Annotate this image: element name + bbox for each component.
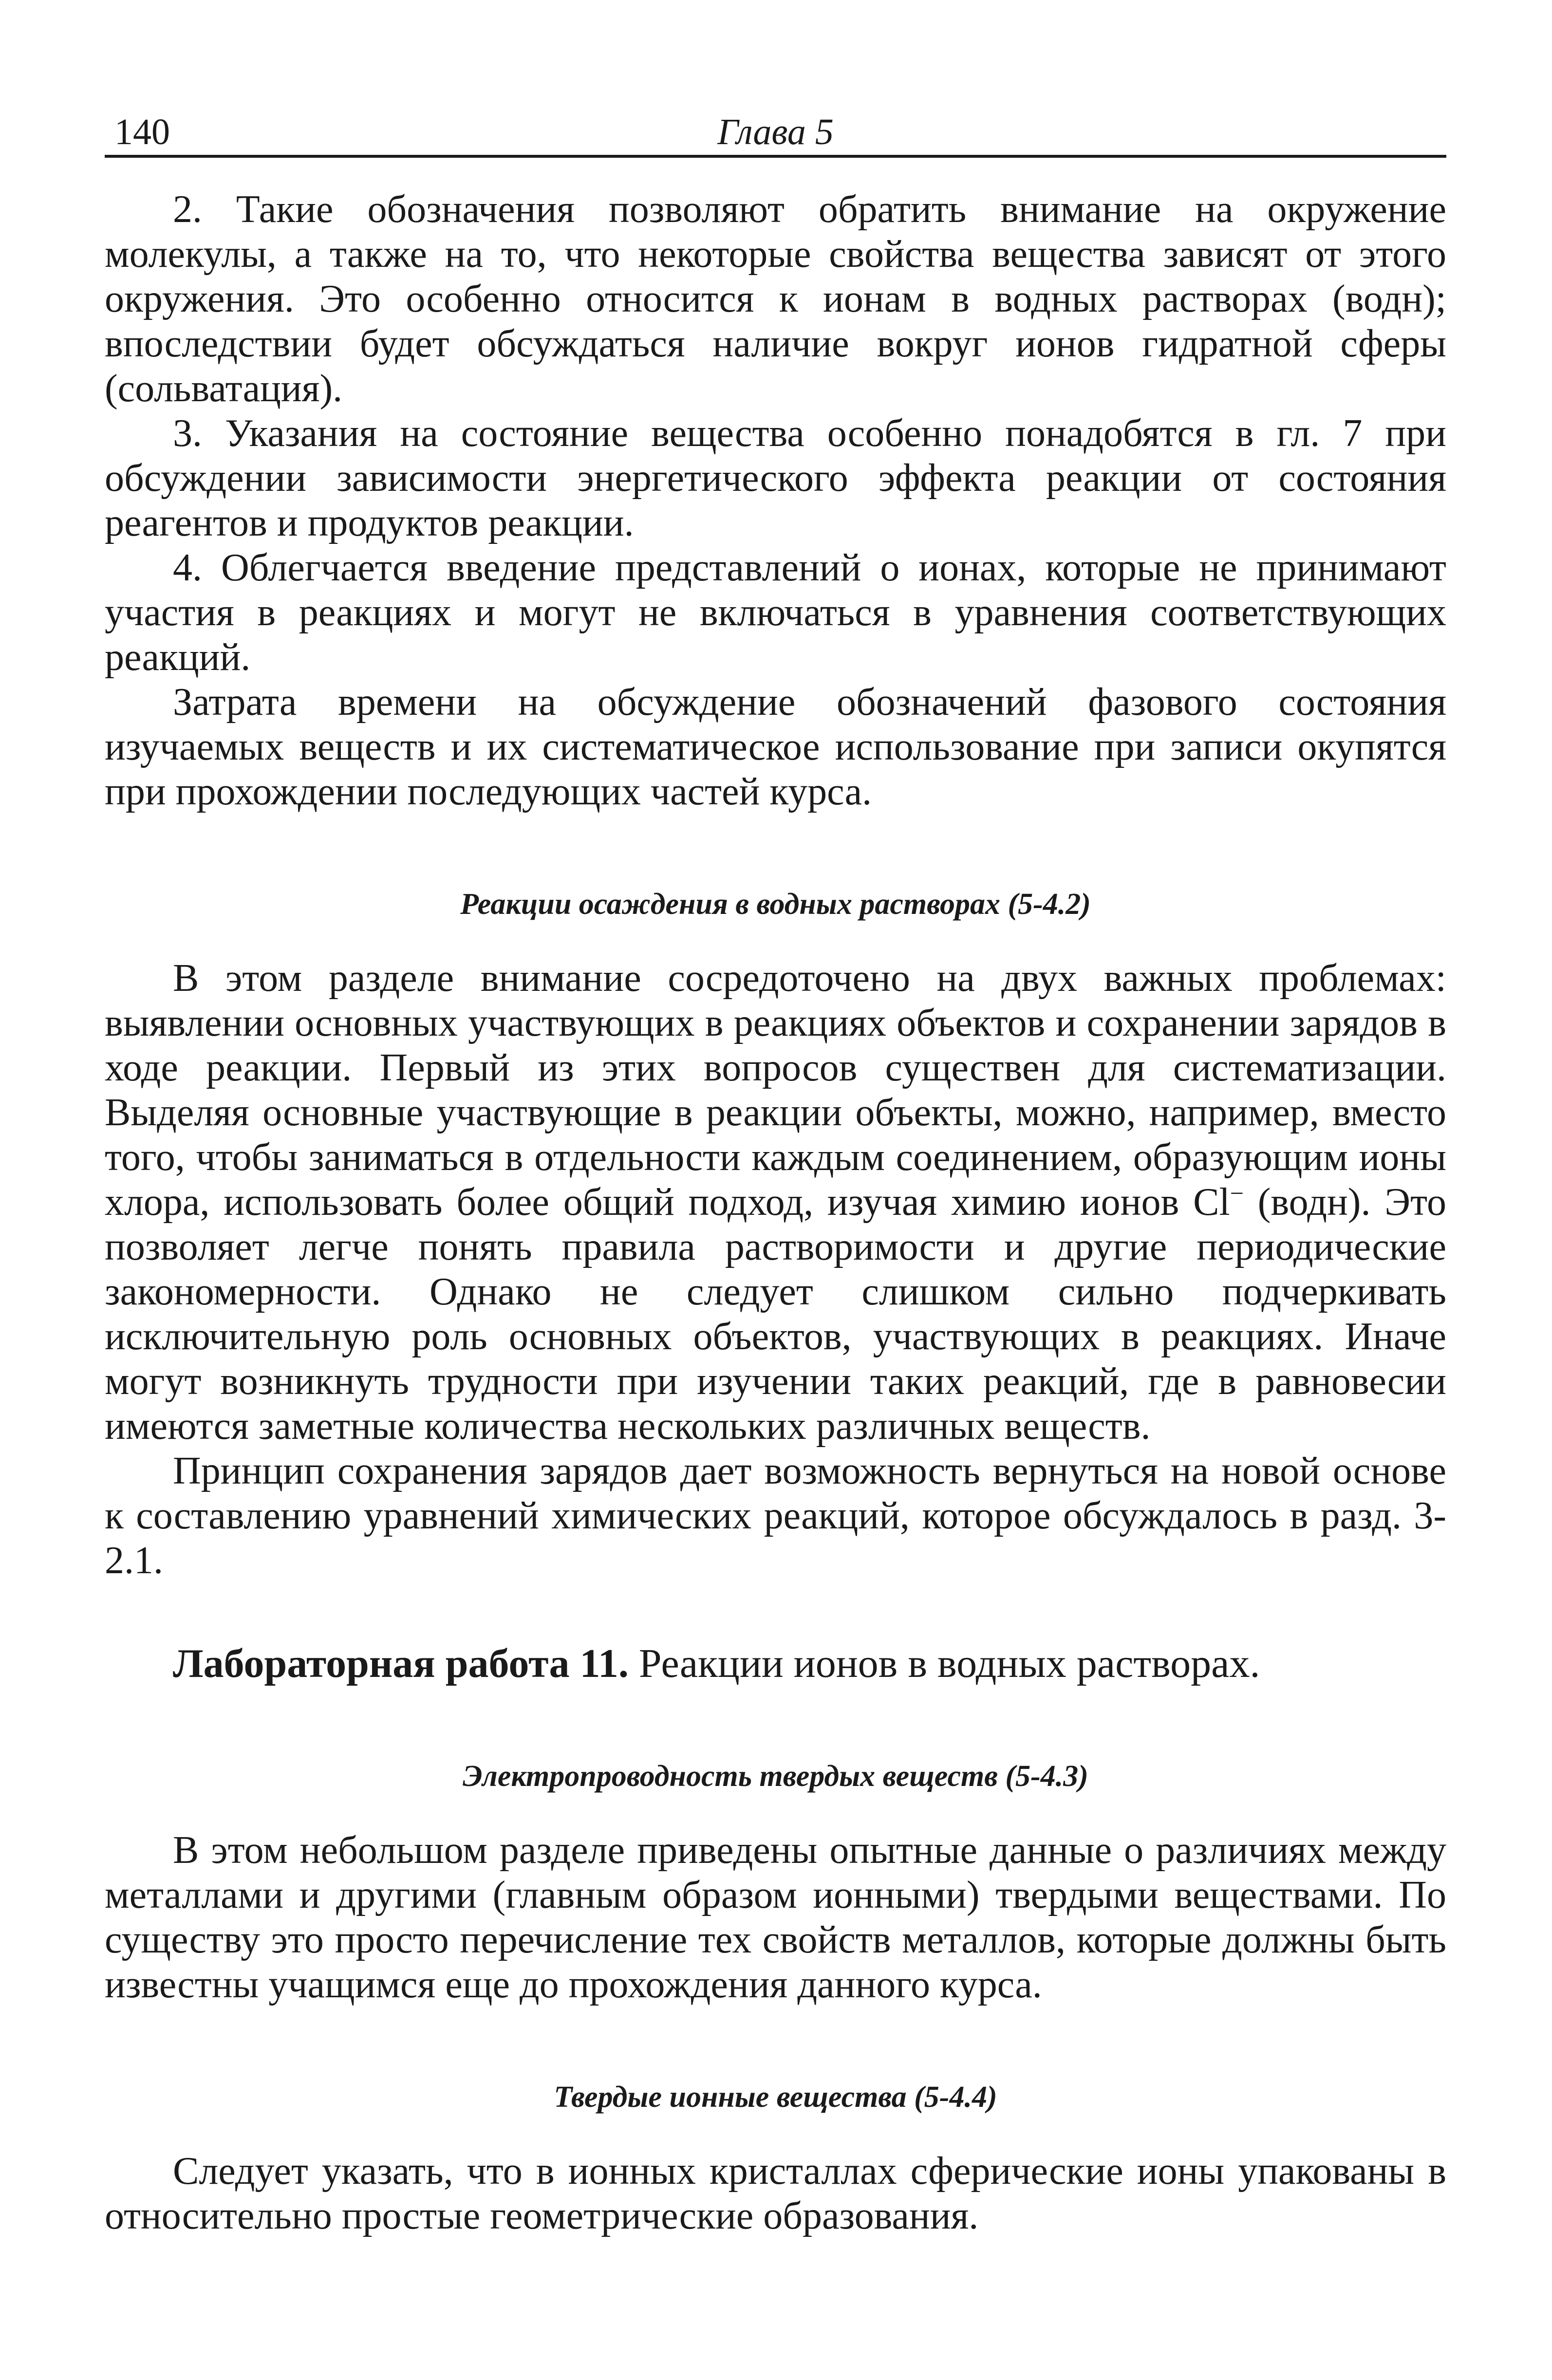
superscript-charge: − [1230,1179,1244,1207]
page-header [105,97,1446,151]
text-run: (водн). Это позволяет легче понять правила растворимости и другие периодические закономерности. Однако не следует слишком сильно подчеркивать исключительную роль основных объектов, участвующих в реакциях. Иначе могут возникнуть трудности при изучении таких реакций, где в равновесии имеются заметные количества нескольких различных веществ. [105,1181,1446,1448]
paragraph-phase-notation: Затрата времени на обсуждение обозначений фазового состояния изучаемых веществ и их систематическое использование при записи окупятся при прохождении последующих частей курса. [105,681,1446,813]
paragraph-precipitation [105,956,1446,1449]
paragraph-charge-conservation: Принцип сохранения зарядов дает возможность вернуться на новой основе к составлению уравнений химических реакций, которое обсуждалось в разд. 3-2.1. [105,1450,1446,1582]
lab-work-title: Реакции ионов в водных растворах. [628,1641,1260,1686]
page-number: 140 [114,112,170,152]
header-rule [105,155,1446,158]
section-heading-5-4-3: Электропроводность твердых веществ (5-4.3) [463,1760,1088,1793]
paragraph-item-2: 2. Такие обозначения позволяют обратить внимание на окружение молекулы, а также на то, что некоторые свойства вещества зависят от этого окружения. Это особенно относится к ионам в водных растворах (водн); впоследствии будет обсуждаться наличие вокруг ионов гидратной сферы (сольватация). [105,188,1446,410]
text-run: В этом разделе внимание сосредоточено на двух важных проблемах: выявлении основных участвующих в реакциях объектов и сохранении зарядов в ходе реакции. Первый из этих вопросов существен для систематизации. Выделяя основные участвующие в реакции объекты, можно, например, вместо того, чтобы заниматься в отдельности каждым соединением, образующим ионы хлора, использовать более общий подход, изучая химию ионов Cl [105,957,1446,1224]
section-heading-5-4-2: Реакции осаждения в водных растворах (5-4.2) [460,888,1091,921]
running-head: Глава 5 [717,112,834,152]
lab-work-line [105,1641,1446,1686]
section-heading-5-4-4: Твердые ионные вещества (5-4.4) [554,2081,997,2114]
paragraph-ionic-solids: Следует указать, что в ионных кристаллах сферические ионы упакованы в относительно простые геометрические образования. [105,2150,1446,2237]
lab-work-label: Лабораторная работа 11. [173,1641,629,1686]
paragraph-conductivity: В этом небольшом разделе приведены опытные данные о различиях между металлами и другими (главным образом ионными) твердыми веществами. По существу это просто перечисление тех свойств металлов, которые должны быть известны учащимся еще до прохождения данного курса. [105,1829,1446,2006]
book-page [105,97,1446,2238]
paragraph-item-4: 4. Облегчается введение представлений о ионах, которые не принимают участия в реакциях и могут не включаться в уравнения соответствующих реакций. [105,546,1446,679]
paragraph-item-3: 3. Указания на состояние вещества особенно понадобятся в гл. 7 при обсуждении зависимости энергетического эффекта реакции от состояния реагентов и продуктов реакции. [105,412,1446,544]
